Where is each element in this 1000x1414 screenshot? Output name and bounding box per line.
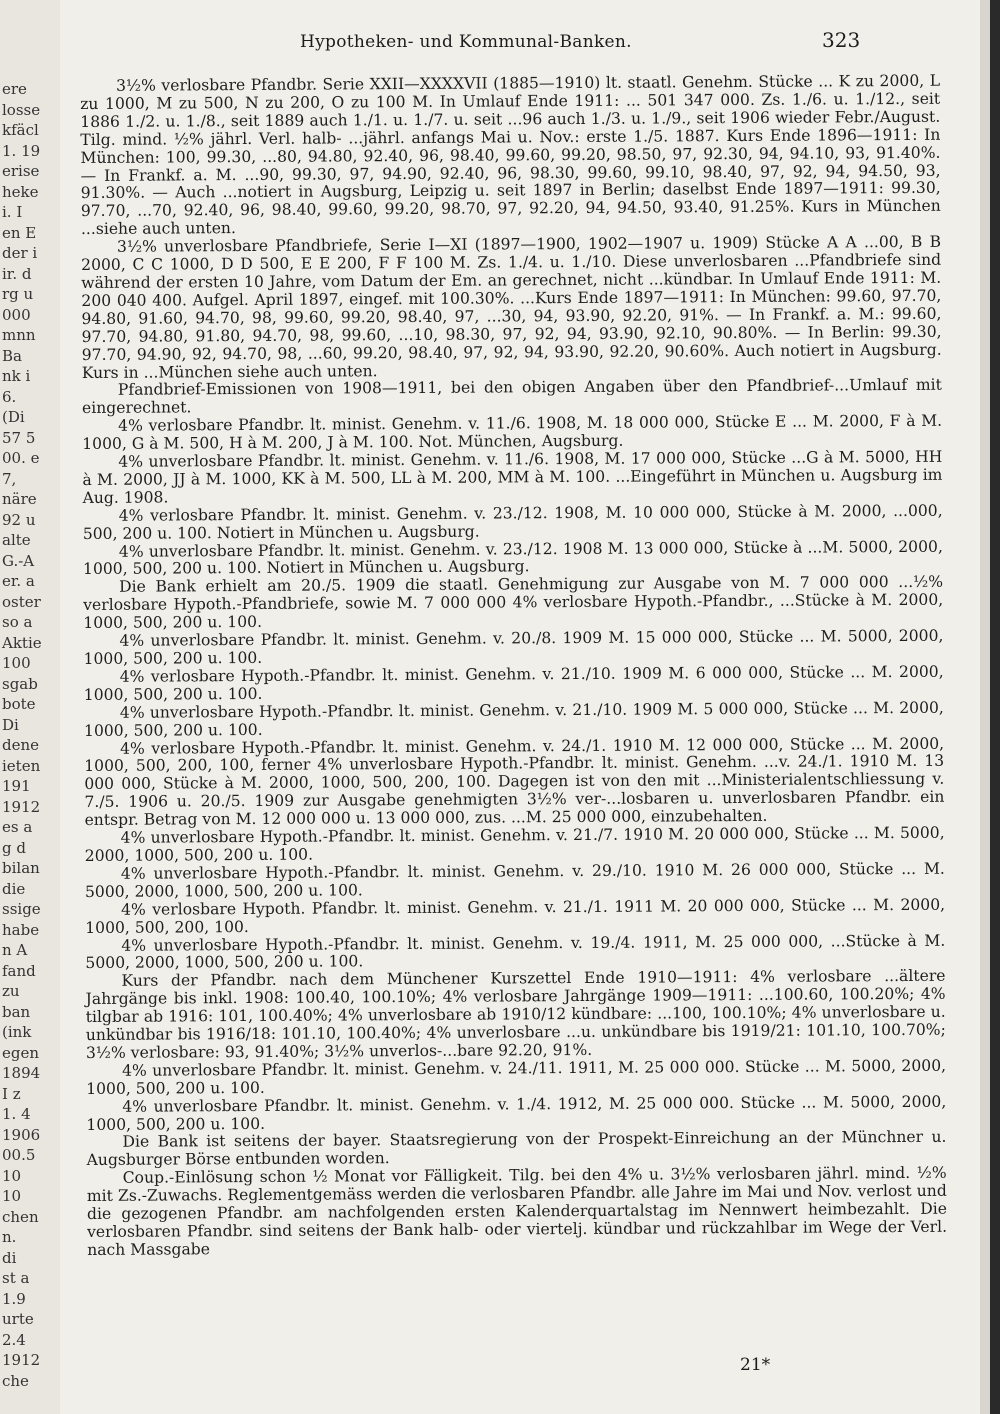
margin-fragment: 7,	[2, 469, 17, 488]
margin-fragment: che	[2, 1371, 29, 1390]
margin-fragment: es a	[2, 818, 33, 836]
margin-fragment: 000	[2, 305, 31, 324]
margin-fragment: 00.5	[2, 1146, 36, 1164]
margin-fragment: ban	[2, 1002, 31, 1021]
margin-fragment: urte	[2, 1310, 34, 1328]
paragraph: 4% verlosbare Pfandbr. lt. minist. Genehm. v. 23./12. 1908, M. 10 000 000, Stücke à M. 2000, ...000, 500, 200 u. 100. Notiert in München u. Augsburg.	[82, 501, 943, 543]
paragraph: 4% verlosbare Hypoth. Pfandbr. lt. minist. Genehm. v. 21./1. 1911 M. 20 000 000, Stücke ... M. 2000, 1000, 500, 200, 100.	[85, 895, 946, 937]
margin-fragment: heke	[2, 182, 39, 201]
margin-fragment: erise	[2, 162, 40, 180]
margin-fragment: G.-A	[2, 551, 35, 570]
margin-fragment: (Di	[2, 408, 25, 426]
running-title: Hypotheken- und Kommunal-Banken.	[300, 32, 632, 52]
margin-fragment: chen	[2, 1207, 39, 1226]
margin-fragment: 57 5	[2, 428, 36, 447]
margin-fragment: kfäcl	[2, 121, 39, 139]
margin-fragment: 92 u	[2, 510, 36, 529]
margin-fragment: 6.	[2, 387, 17, 406]
margin-fragment: bote	[2, 695, 36, 713]
margin-fragment: Ba	[2, 346, 22, 365]
margin-fragment: 10	[2, 1187, 22, 1205]
margin-fragment: näre	[2, 490, 37, 508]
margin-fragment: 1.9	[2, 1289, 26, 1308]
paragraph: 4% verlosbare Hypoth.-Pfandbr. lt. minist. Genehm. v. 24./1. 1910 M. 12 000 000, Stücke ... M. 2000, 1000, 500, 200, 100, ferner 4% unverlosbare Hypoth.-Pfandbr. lt. minist. Genehm. ...v. 24./1. 1910 M. 13 000 000, Stücke à M. 2000, 1000, 500, 200, 100. Dagegen ist von den mit ...Ministerialentschliessung v. 7./5. 1906 u. 20./5. 1909 zur Ausgabe genehmigten 3½% ver-...losbaren u. unverlosbaren Pfandbr. ein entspr. Betrag von M. 12 000 000 u. 13 000 000, zus. ...M. 25 000 000, einzubehalten.	[84, 734, 945, 830]
body-text	[80, 73, 947, 1260]
margin-fragment: 00. e	[2, 449, 40, 467]
paragraph: 4% unverlosbare Hypoth.-Pfandbr. lt. minist. Genehm. v. 21./7. 1910 M. 20 000 000, Stücke ... M. 5000, 2000, 1000, 500, 200 u. 100.	[84, 823, 945, 865]
margin-fragment: g d	[2, 838, 26, 857]
margin-fragment: der i	[2, 244, 38, 262]
margin-fragment: alte	[2, 531, 31, 549]
document-page	[60, 0, 990, 1414]
paragraph: 3½% unverlosbare Pfandbriefe, Serie I—XI (1897—1900, 1902—1907 u. 1909) Stücke A A ...00, B B 2000, C C 1000, D D 500, E E 200, F F 100 M. Zs. 1./4. u. 1./10. Diese unverlosbaren ...Pfandbriefe sind während der ersten 10 Jahre, vom Datum der Em. an gerechnet, nicht ...kündbar. In Umlauf Ende 1911: M. 200 040 400. Aufgel. April 1897, eingef. mit 100.30%. ...Kurs Ende 1897—1911: In München: 99.60, 97.70, 94.80, 91.60, 94.70, 98, 99.60, 99.20, 98.40, 97, ...30, 94, 93.90, 92.20, 91%. — In Frankf. a. M.: 99.60, 97.70, 94.80, 91.80, 94.70, 98, 99.60, ...10, 98.30, 97, 92, 94, 93.90, 92.10, 90.80%. — In Berlin: 99.30, 97.70, 94.90, 92, 94.70, 98, ...60, 99.20, 98.40, 97, 92, 94, 93.90, 92.20, 90.60%. Auch notiert in Augsburg. Kurs in ...München siehe auch unten.	[81, 232, 942, 382]
margin-fragment: Aktie	[2, 633, 42, 652]
margin-fragment: 191	[2, 777, 31, 795]
paragraph: 4% unverlosbare Pfandbr. lt. minist. Genehm. v. 11./6. 1908, M. 17 000 000, Stücke ...G à M. 5000, HH à M. 2000, JJ à M. 1000, KK à M. 500, LL à M. 200, MM à M. 100. ...Eingeführt in München u. Augsburg im Aug. 1908.	[82, 447, 943, 507]
margin-fragment: zu	[2, 982, 20, 1000]
margin-fragment: oster	[2, 592, 41, 611]
paragraph: 4% unverlosbare Hypoth.-Pfandbr. lt. minist. Genehm. v. 21./10. 1909 M. 5 000 000, Stücke ... M. 2000, 1000, 500, 200 u. 100.	[83, 698, 944, 740]
margin-fragment: er. a	[2, 572, 35, 590]
margin-fragment: losse	[2, 100, 41, 119]
margin-fragment: bilan	[2, 859, 40, 877]
margin-fragment: dene	[2, 736, 40, 754]
margin-fragment: 1906	[2, 1125, 41, 1144]
margin-fragment: 1912	[2, 797, 41, 816]
margin-fragment: mnn	[2, 326, 36, 344]
margin-fragment: ere	[2, 80, 27, 98]
margin-fragment: n A	[2, 941, 28, 959]
page-number: 323	[822, 28, 861, 52]
paragraph: 4% unverlosbare Hypoth.-Pfandbr. lt. minist. Genehm. v. 19./4. 1911, M. 25 000 000, ...Stücke à M. 5000, 2000, 1000, 500, 200 u. 100.	[85, 931, 946, 973]
margin-fragment: en E	[2, 223, 37, 242]
margin-fragment: I z	[2, 1084, 21, 1103]
margin-fragment: fand	[2, 961, 36, 980]
margin-fragment: 2.4	[2, 1330, 26, 1349]
margin-fragment: i. I	[2, 203, 23, 221]
margin-fragment: so a	[2, 613, 33, 631]
adjacent-page-edge	[0, 0, 63, 1414]
margin-fragment: 1894	[2, 1064, 41, 1082]
margin-fragment: rg u	[2, 285, 34, 303]
paragraph: Die Bank ist seitens der bayer. Staatsregierung von der Prospekt-Einreichung an der Münchner u. Augsburger Börse entbunden worden.	[86, 1128, 947, 1170]
margin-fragment: 10	[2, 1166, 22, 1185]
margin-fragment: 1. 4	[2, 1105, 31, 1123]
margin-fragment: n.	[2, 1228, 17, 1246]
paragraph: 4% unverlosbare Pfandbr. lt. minist. Genehm. v. 1./4. 1912, M. 25 000 000. Stücke ... M. 5000, 2000, 1000, 500, 200 u. 100.	[86, 1092, 947, 1134]
paragraph: Kurs der Pfandbr. nach dem Münchener Kurszettel Ende 1910—1911: 4% verlosbare ...ältere Jahrgänge bis inkl. 1908: 100.40, 100.10%; 4% verlosbare Jahrgänge 1909—1911: ...100.60, 100.20%; 4% tilgbar ab 1916: 101, 100.40%; 4% unverlosbare ab 1910/12 kündbare: ...100, 100.10%; 4% unverlosbare u. unkündbar bis 1916/18: 101.10, 100.40%; 4% unverlosbare ...u. unkündbare bis 1919/21: 101.10, 100.70%; 3½% verlosbare: 93, 91.40%; 3½% unverlos-...bare 92.20, 91%.	[85, 967, 946, 1062]
paragraph: 4% verlosbare Hypoth.-Pfandbr. lt. minist. Genehm. v. 21./10. 1909 M. 6 000 000, Stücke ... M. 2000, 1000, 500, 200 u. 100.	[83, 662, 944, 704]
margin-fragment: 1912	[2, 1351, 41, 1369]
margin-fragment: sgab	[2, 674, 38, 693]
page-edge	[980, 0, 990, 1414]
paragraph: 4% verlosbare Pfandbr. lt. minist. Genehm. v. 11./6. 1908, M. 18 000 000, Stücke E ... M. 2000, F à M. 1000, G à M. 500, H à M. 200, J à M. 100. Not. München, Augsburg.	[82, 411, 943, 454]
margin-fragment: habe	[2, 920, 40, 939]
margin-fragment: ieten	[2, 756, 41, 775]
paragraph: 4% unverlosbare Hypoth.-Pfandbr. lt. minist. Genehm. v. 29./10. 1910 M. 26 000 000, Stücke ... M. 5000, 2000, 1000, 500, 200 u. 100.	[84, 859, 945, 901]
margin-fragment: Di	[2, 715, 19, 734]
margin-fragment: ssige	[2, 900, 41, 918]
margin-fragment: nk i	[2, 367, 31, 385]
margin-fragment: st a	[2, 1269, 30, 1287]
signature-mark: 21*	[740, 1355, 771, 1375]
margin-fragment: egen	[2, 1043, 40, 1062]
paragraph: 4% unverlosbare Pfandbr. lt. minist. Genehm. v. 23./12. 1908 M. 13 000 000, Stücke à ...M. 5000, 2000, 1000, 500, 200 u. 100. Notiert in München u. Augsburg.	[82, 537, 943, 579]
margin-fragment: ir. d	[2, 264, 32, 283]
margin-fragment: (ink	[2, 1023, 32, 1041]
paragraph: Pfandbrief-Emissionen von 1908—1911, bei den obigen Angaben über den Pfandbrief-...Umlauf mit eingerechnet.	[81, 376, 942, 418]
margin-fragment: die	[2, 879, 26, 898]
paragraph: 4% unverlosbare Pfandbr. lt. minist. Genehm. v. 20./8. 1909 M. 15 000 000, Stücke ... M. 5000, 2000, 1000, 500, 200 u. 100.	[83, 626, 944, 668]
margin-fragment: 1. 19	[2, 141, 41, 160]
paragraph: Coup.-Einlösung schon ½ Monat vor Fälligkeit. Tilg. bei den 4% u. 3½% verlosbaren jährl. mind. ½% mit Zs.-Zuwachs. Reglementgemäss werden die verlosbaren Pfandbr. alle Jahre im Mai und Nov. verlost und die gezogenen Pfandbr. am nachfolgenden ersten Kalenderquartalstag im Nennwert heimbezahlt. Die verlosbaren Pfandbr. sind seitens der Bank halb- oder viertelj. kündbar und rückzahlbar im Wege der Verl. nach Massgabe	[86, 1164, 948, 1259]
margin-fragment: 100	[2, 654, 31, 672]
paragraph: 3½% verlosbare Pfandbr. Serie XXII—XXXXVII (1885—1910) lt. staatl. Genehm. Stücke ... K zu 2000, L zu 1000, M zu 500, N zu 200, O zu 100 M. In Umlauf Ende 1911: ... 501 347 000. Zs. 1./6. u. 1./12., seit 1886 1./2. u. 1./8., seit 1889 auch 1./1. u. 1./7. u. seit ...96 auch 1./3. u. 1./9., seit 1906 wieder Febr./August. Tilg. mind. ½% jährl. Verl. halb- ...jährl. anfangs Mai u. Nov.: erste 1./5. 1887. Kurs Ende 1896—1911: In München: 100, 99.30, ...80, 94.80, 92.40, 96, 98.40, 99.60, 99.20, 98.50, 97, 92.30, 94, 94.10, 93, 91.40%. — In Frankf. a. M. ...90, 99.30, 97, 94.90, 92.40, 96, 98.30, 99.60, 99.10, 98.40, 97, 92, 94, 94.50, 93, 91.30%. — Auch ...notiert in Augsburg, Leipzig u. seit 1897 in Berlin; daselbst Ende 1897—1911: 99.30, 97.70, ...70, 92.40, 96, 98.40, 99.60, 99.20, 98.70, 97, 92.20, 94, 94.50, 93.40, 91.25%. Kurs in München ...siehe auch unten.	[80, 71, 941, 239]
paragraph: Die Bank erhielt am 20./5. 1909 die staatl. Genehmigung zur Ausgabe von M. 7 000 000 ...½% verlosbare Hypoth.-Pfandbriefe, sowie M. 7 000 000 4% verlosbare Hypoth.-Pfandbr., ...Stücke à M. 2000, 1000, 500, 200 u. 100.	[83, 573, 944, 633]
margin-fragment: di	[2, 1248, 17, 1267]
paragraph: 4% unverlosbare Pfandbr. lt. minist. Genehm. v. 24./11. 1911, M. 25 000 000. Stücke ... M. 5000, 2000, 1000, 500, 200 u. 100.	[86, 1056, 947, 1098]
